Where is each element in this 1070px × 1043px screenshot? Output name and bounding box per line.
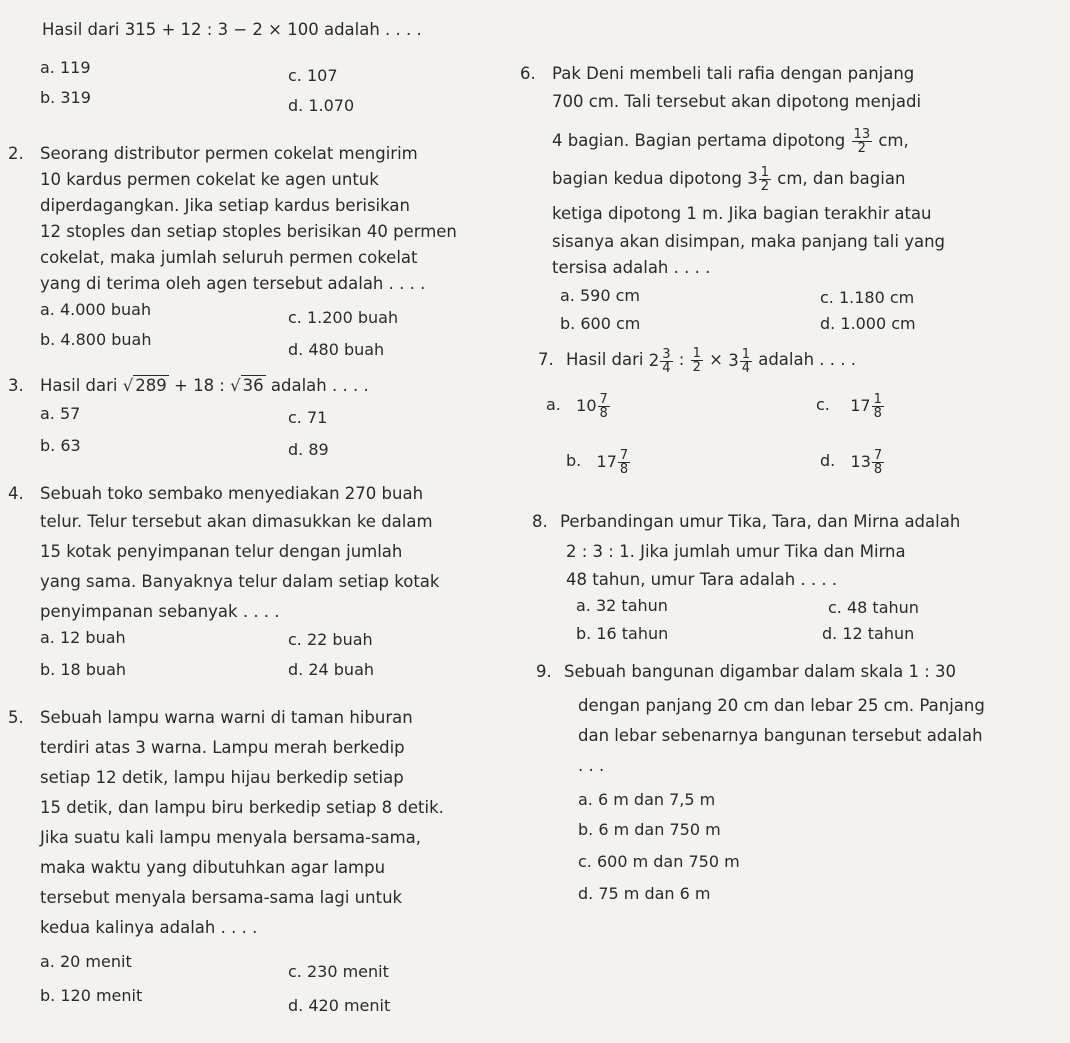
q7-option-b[interactable]: b. 17 $\frac{7}{8}$ [566,447,629,477]
q4-line-3: 15 kotak penyimpanan telur dengan jumlah [40,542,403,561]
q8-option-b[interactable]: b. 16 tahun [576,624,669,643]
q2-option-c[interactable]: c. 1.200 buah [288,308,399,327]
q7-term-1: 2 $\frac{3}{4}$ [648,346,671,376]
q8-line-3: 48 tahun, umur Tara adalah . . . . [566,570,838,589]
q2-line-6: yang di terima oleh agen tersebut adalah . . . . [40,274,426,293]
q2-line-4: 12 stoples dan setiap stoples berisikan 40 permen [40,222,457,241]
q3-option-b[interactable]: b. 63 [40,436,81,455]
q5-number: 5. [8,708,24,727]
q5-option-a[interactable]: a. 20 menit [40,952,132,971]
q1-option-d[interactable]: d. 1.070 [288,96,355,115]
q7-prefix: Hasil dari [566,350,644,369]
q4-option-d[interactable]: d. 24 buah [288,660,375,679]
q2-option-a[interactable]: a. 4.000 buah [40,300,152,319]
q2-line-3: diperdagangkan. Jika setiap kardus berisikan [40,196,410,215]
q1-suffix: adalah . . . . [323,20,422,39]
q6-fraction-13-2: $\frac{13}{2}$ [853,127,871,156]
q7-term-3: 3 $\frac{1}{4}$ [728,346,750,376]
q7-term-2: $\frac{1}{2}$ [692,346,701,375]
q3-suffix: adalah . . . . [270,376,369,395]
q3-radicand-2: 36 [242,376,264,395]
q1-option-b[interactable]: b. 319 [40,88,91,107]
q5-option-b[interactable]: b. 120 menit [40,986,143,1005]
q6-line-2: 700 cm. Tali tersebut akan dipotong menjadi [552,92,922,111]
q2-line-2: 10 kardus permen cokelat ke agen untuk [40,170,379,189]
q9-option-a[interactable]: a. 6 m dan 7,5 m [578,790,716,809]
q8-option-c[interactable]: c. 48 tahun [828,598,919,617]
q8-line-2: 2 : 3 : 1. Jika jumlah umur Tika dan Mirna [566,542,906,561]
q8-number: 8. [532,512,548,531]
q3-middle: + 18 : [174,376,225,395]
q5-line-5: Jika suatu kali lampu menyala bersama-sama, [40,828,422,847]
q1-option-a[interactable]: a. 119 [40,58,91,77]
q9-line-3: dan lebar sebenarnya bangunan tersebut adalah [578,726,983,745]
q6-line-7: tersisa adalah . . . . [552,258,711,277]
q1-prefix: Hasil dari [42,20,120,39]
q9-line-1: Sebuah bangunan digambar dalam skala 1 : 30 [564,662,956,681]
q6-line-6: sisanya akan disimpan, maka panjang tali yang [552,232,946,251]
q6-line-5: ketiga dipotong 1 m. Jika bagian terakhir atau [552,204,932,223]
q4-number: 4. [8,484,24,503]
q6-line-3-suffix: cm, [878,131,909,150]
q6-line-4-prefix: bagian kedua dipotong [552,169,742,188]
q4-line-5: penyimpanan sebanyak . . . . [40,602,280,621]
q6-option-b[interactable]: b. 600 cm [560,314,641,333]
q5-line-8: kedua kalinya adalah . . . . [40,918,258,937]
q9-option-c[interactable]: c. 600 m dan 750 m [578,852,740,871]
q4-line-2: telur. Telur tersebut akan dimasukkan ke dalam [40,512,433,531]
q2-line-1: Seorang distributor permen cokelat mengirim [40,144,418,163]
q6-option-a[interactable]: a. 590 cm [560,286,640,305]
q7-option-a[interactable]: a. 10 $\frac{7}{8}$ [546,391,608,421]
q2-option-b[interactable]: b. 4.800 buah [40,330,152,349]
q8-option-d[interactable]: d. 12 tahun [822,624,915,643]
q7-divide-operator: : [678,350,685,369]
q8-option-a[interactable]: a. 32 tahun [576,596,668,615]
q5-line-1: Sebuah lampu warna warni di taman hiburan [40,708,413,727]
q6-line-4-suffix: cm, dan bagian [777,169,906,188]
q6-mixed-number: 3 $\frac{1}{2}$ [747,165,770,194]
q3-option-c[interactable]: c. 71 [288,408,328,427]
q7-suffix: adalah . . . . [758,350,857,369]
q6-line-3-prefix: 4 bagian. Bagian pertama dipotong [552,131,846,150]
q8-line-1: Perbandingan umur Tika, Tara, dan Mirna adalah [560,512,961,531]
q6-option-c[interactable]: c. 1.180 cm [820,288,915,307]
q4-option-b[interactable]: b. 18 buah [40,660,127,679]
q4-option-c[interactable]: c. 22 buah [288,630,373,649]
q6-line-3 [552,128,909,155]
q9-number: 9. [536,662,552,681]
q6-line-1: Pak Deni membeli tali rafia dengan panjang [552,64,915,83]
q3-prefix: Hasil dari [40,376,118,395]
q1-expression: 315 + 12 : 3 − 2 × 100 [124,20,319,39]
q4-option-a[interactable]: a. 12 buah [40,628,126,647]
q5-line-6: maka waktu yang dibutuhkan agar lampu [40,858,386,877]
q3-option-a[interactable]: a. 57 [40,404,81,423]
q4-line-4: yang sama. Banyaknya telur dalam setiap kotak [40,572,440,591]
q5-line-3: setiap 12 detik, lampu hijau berkedip setiap [40,768,404,787]
q3-number: 3. [8,376,24,395]
q5-line-7: tersebut menyala bersama-sama lagi untuk [40,888,403,907]
q7-option-c[interactable]: c. 17 $\frac{1}{8}$ [816,391,882,421]
q9-line-4: . . . [578,756,605,775]
q5-option-d[interactable]: d. 420 menit [288,996,391,1015]
q9-option-d[interactable]: d. 75 m dan 6 m [578,884,711,903]
q3-radicand-1: 289 [135,376,167,395]
q1-stem [42,20,422,40]
q3-stem: Hasil dari √ 289 + 18 : √ 36 adalah . . . . [40,376,369,395]
q5-option-c[interactable]: c. 230 menit [288,962,389,981]
q1-option-c[interactable]: c. 107 [288,66,338,85]
q5-line-4: 15 detik, dan lampu biru berkedip setiap 8 detik. [40,798,444,817]
q7-stem [566,346,856,374]
q9-line-2: dengan panjang 20 cm dan lebar 25 cm. Panjang [578,696,985,715]
q6-option-d[interactable]: d. 1.000 cm [820,314,916,333]
q3-option-d[interactable]: d. 89 [288,440,329,459]
q6-line-4 [552,166,905,193]
q4-line-1: Sebuah toko sembako menyediakan 270 buah [40,484,424,503]
q2-number: 2. [8,144,24,163]
q7-number: 7. [538,350,554,369]
q2-option-d[interactable]: d. 480 buah [288,340,385,359]
q6-number: 6. [520,64,536,83]
q2-line-5: cokelat, maka jumlah seluruh permen cokelat [40,248,418,267]
q5-line-2: terdiri atas 3 warna. Lampu merah berkedip [40,738,405,757]
q7-option-d[interactable]: d. 13 $\frac{7}{8}$ [820,447,883,477]
q7-multiply-operator: × [709,350,723,369]
q9-option-b[interactable]: b. 6 m dan 750 m [578,820,721,839]
